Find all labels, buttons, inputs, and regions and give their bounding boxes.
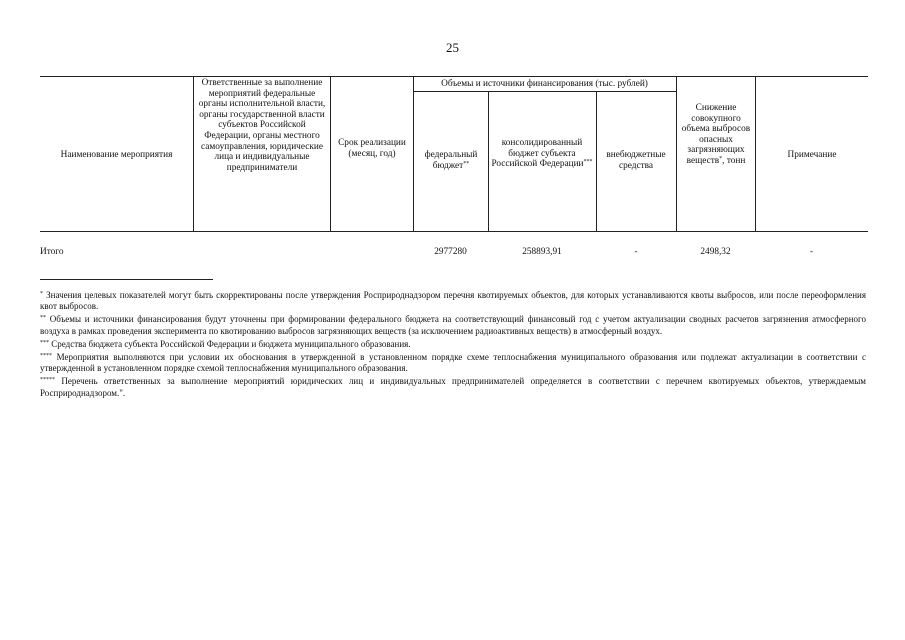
footnote-closing: ".	[119, 387, 126, 398]
header-extrabudget-cell: внебюджетные средства	[606, 150, 666, 171]
header-federal-cell	[416, 150, 486, 171]
column-divider	[193, 76, 194, 231]
footnote-mark: **	[40, 315, 46, 322]
footnote-mark: *****	[40, 377, 55, 384]
column-divider	[755, 76, 756, 231]
header-name-cell: Наименование мероприятия	[60, 150, 173, 160]
table-top-border	[40, 76, 868, 77]
column-divider	[488, 91, 489, 231]
header-consolidated-cell	[490, 138, 594, 170]
column-divider	[676, 76, 677, 231]
footnotes	[40, 290, 866, 401]
footnote	[40, 339, 866, 350]
footnote-mark: *	[719, 155, 723, 162]
header-reduction-cell	[680, 103, 752, 167]
footnote-mark: *	[40, 291, 43, 297]
footnote-text: Средства бюджета субъекта Российской Федерации и бюджета муниципального образования.	[49, 338, 411, 349]
total-row-extrabudget: -	[634, 247, 638, 257]
footnote-mark: **	[463, 160, 470, 167]
footnote-mark: ****	[40, 353, 52, 360]
table-header-bottom-border	[40, 231, 868, 232]
page-number: 25	[446, 40, 459, 55]
header-responsible-cell: Ответственные за выполнение мероприятий федеральные органы исполнительной власти, органы государственной власти субъектов Российской Федерации, органы местного самоуправления, юридические лица и индивидуальные предприниматели	[198, 78, 326, 173]
header-term-cell: Срок реализации (месяц, год)	[338, 138, 406, 159]
footnote	[40, 376, 866, 398]
footnote	[40, 290, 866, 312]
footnote-mark: ***	[583, 159, 593, 166]
footnote	[40, 314, 866, 336]
column-divider	[330, 76, 331, 231]
footnote-text: Объемы и источники финансирования будут уточнены при формировании федерального бюджета на соответствующий финансовый год с учетом актуализации сводных расчетов загрязнения атмосферного воздуха в рамках проведения эксперимента по квотированию выбросов загрязняющих веществ (за исключением радиоактивных веществ) в атмосферный воздух.	[40, 314, 866, 336]
footnote-text: Мероприятия выполняются при условии их обоснования в утвержденной в установленном порядке схеме теплоснабжения муниципального образования или подлежат актуализации в соответствии с утвержденной в установленном порядке схемой теплоснабжения муниципального образования.	[40, 352, 866, 374]
header-financing-group-cell: Объемы и источники финансирования (тыс. рублей)	[441, 79, 648, 89]
footnote-text: Значения целевых показателей могут быть скорректированы после утверждения Росприроднадзором перечня квотируемых объектов, для которых устанавливаются квоты выбросов, или после переоформления квот выбросов.	[40, 290, 866, 312]
column-divider	[596, 91, 597, 231]
header-note-cell: Примечание	[787, 150, 837, 160]
total-row-reduction: 2498,32	[700, 247, 731, 257]
header-federal-text: федеральный бюджет	[424, 150, 478, 171]
header-consolidated-text: консолидированный бюджет субъекта Российской Федерации	[491, 138, 584, 170]
total-row-label: Итого	[40, 247, 64, 257]
header-reduction-text: Снижение совокупного объема выбросов опасных загрязняющих веществ	[681, 103, 751, 166]
footnote-separator	[40, 279, 213, 280]
total-row-note: -	[809, 247, 814, 257]
footnote-mark: ***	[40, 339, 49, 346]
footnote-text: Перечень ответственных за выполнение мероприятий юридических лиц и индивидуальных предпринимателей определяется в соответствии с перечнем квотируемых объектов, утверждаемым Росприроднадзором.	[40, 376, 866, 398]
column-divider	[413, 76, 414, 231]
header-reduction-unit: , тонн	[722, 155, 746, 166]
footnote	[40, 352, 866, 374]
total-row-federal: 2977280	[434, 247, 467, 257]
financing-group-divider	[413, 91, 676, 92]
total-row-consolidated: 258893,91	[522, 247, 562, 257]
